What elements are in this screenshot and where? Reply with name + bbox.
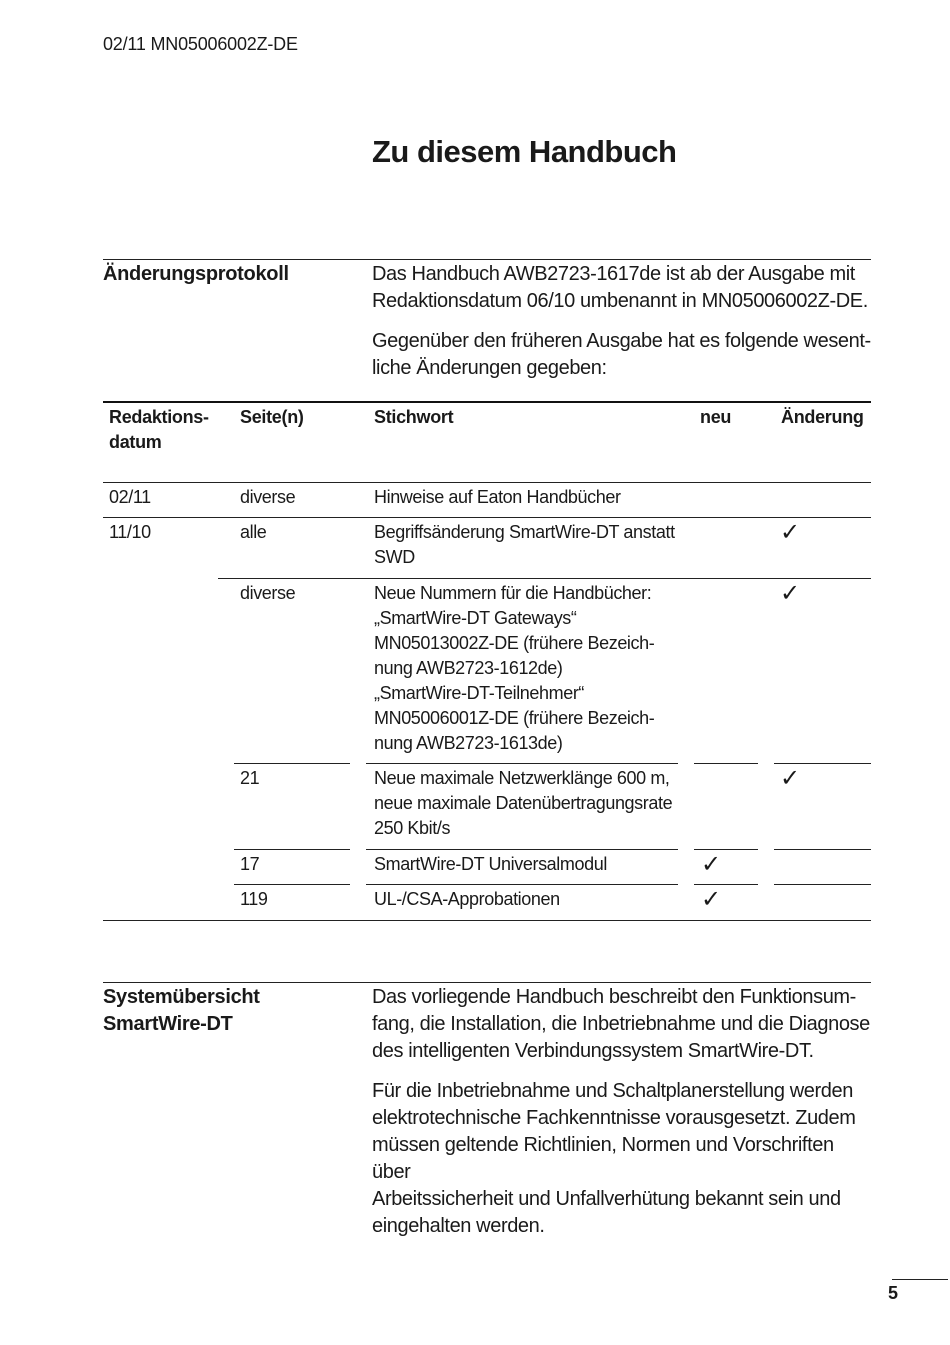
row-divider — [218, 578, 871, 579]
row4-change-check-icon: ✓ — [780, 764, 801, 792]
changelog-changes-paragraph: Gegenüber den früheren Ausgabe hat es folgende wesent- liche Änderungen gegeben: — [372, 330, 871, 379]
row-divider — [103, 482, 871, 483]
row1-keyword: Hinweise auf Eaton Handbücher — [374, 487, 621, 507]
row4-keyword: Neue maximale Netzwerklänge 600 m, neue maximale Datenübertragungsrate 250 Kbit/s — [374, 768, 673, 838]
row1-pages: diverse — [240, 487, 296, 507]
row2-change-check-icon: ✓ — [780, 518, 801, 546]
row5-keyword: SmartWire-DT Universalmodul — [374, 854, 607, 874]
row6-pages: 119 — [240, 889, 268, 909]
page-title: Zu diesem Handbuch — [372, 134, 677, 169]
row5-pages: 17 — [240, 854, 260, 874]
row3-keyword: Neue Nummern für die Handbücher: „SmartWire-DT Gateways“ MN05013002Z-DE (frühere Bezeich- nung AWB2723-1612de) „SmartWire-DT-Teilnehmer“ MN05006001Z-DE (frühere Bezeich- nung AWB2723-1613de) — [374, 583, 655, 753]
system-overview-paragraph-2: Für die Inbetriebnahme und Schaltplanerstellung werden elektrotechnische Fachkenntnisse vorausgesetzt. Zudem müssen geltende Richtlinien, Normen und Vorschriften über Arbeitssicherheit und Unfallverhütung bekannt sein und eingehalten werden. — [372, 1080, 856, 1237]
row2-pages: alle — [240, 522, 267, 542]
row-divider — [774, 849, 871, 850]
row2-keyword: Begriffsänderung SmartWire-DT anstatt SWD — [374, 522, 675, 567]
column-header-date: Redaktions- datum — [109, 407, 209, 452]
row-divider — [366, 763, 678, 764]
row2-date: 11/10 — [109, 522, 151, 542]
section-divider — [103, 259, 871, 260]
row-divider — [694, 763, 758, 764]
row-divider — [774, 884, 871, 885]
system-overview-paragraph-1: Das vorliegende Handbuch beschreibt den Funktionsum- fang, die Installation, die Inbetriebnahme und die Diagnose des intelligenten Verbindungssystem SmartWire-DT. — [372, 986, 870, 1062]
column-header-change: Änderung — [781, 407, 864, 427]
row3-pages: diverse — [240, 583, 296, 603]
table-top-rule — [103, 401, 871, 403]
row4-pages: 21 — [240, 768, 260, 788]
row-divider — [103, 517, 871, 518]
column-header-pages: Seite(n) — [240, 407, 304, 427]
changelog-heading: Änderungsprotokoll — [103, 263, 289, 285]
section-divider — [103, 982, 871, 983]
row-divider — [366, 849, 678, 850]
document-code: 02/11 MN05006002Z-DE — [103, 34, 298, 54]
page-number: 5 — [887, 1283, 898, 1303]
row-divider — [234, 849, 350, 850]
changelog-intro-paragraph: Das Handbuch AWB2723-1617de ist ab der Ausgabe mit Redaktionsdatum 06/10 umbenannt in MN05006002Z-DE. — [372, 263, 868, 312]
row-divider — [366, 884, 678, 885]
table-bottom-rule — [103, 920, 871, 921]
column-header-keyword: Stichwort — [374, 407, 454, 427]
row3-change-check-icon: ✓ — [780, 579, 801, 607]
row6-keyword: UL-/CSA-Approbationen — [374, 889, 560, 909]
row-divider — [234, 884, 350, 885]
page-number-rule — [892, 1279, 948, 1280]
column-header-new: neu — [700, 407, 732, 427]
system-overview-heading: Systemübersicht SmartWire-DT — [103, 986, 260, 1035]
row-divider — [234, 763, 350, 764]
row6-new-check-icon: ✓ — [701, 885, 722, 913]
row1-date: 02/11 — [109, 487, 151, 507]
row5-new-check-icon: ✓ — [701, 850, 722, 878]
